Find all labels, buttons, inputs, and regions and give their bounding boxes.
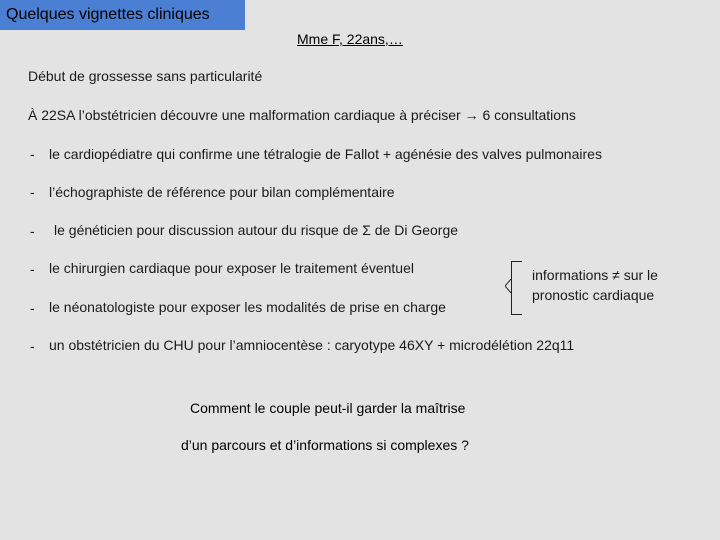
bullet-marker: - bbox=[30, 184, 35, 200]
closing-question-line-2: d’un parcours et d’informations si complexes ? bbox=[181, 437, 469, 453]
bracket-note: informations ≠ sur le pronostic cardiaque bbox=[532, 267, 658, 303]
bullet-marker: - bbox=[30, 300, 35, 316]
bullet-marker: - bbox=[30, 146, 35, 162]
list-item-obstetricien-chu: un obstétricien du CHU pour l’amniocentèse : caryotype 46XY + microdélétion 22q11 bbox=[49, 337, 575, 353]
intro-line-2: À 22SA l’obstétricien découvre une malformation cardiaque à préciser → 6 consultations bbox=[28, 107, 576, 123]
slide-title-box bbox=[0, 0, 245, 30]
intro-line-1: Début de grossesse sans particularité bbox=[28, 68, 263, 84]
list-item-geneticien: le généticien pour discussion autour du risque de Σ de Di George bbox=[54, 222, 459, 238]
case-subtitle: Mme F, 22ans,… bbox=[297, 31, 403, 47]
bracket-point bbox=[505, 279, 517, 293]
list-item-chirurgien: le chirurgien cardiaque pour exposer le traitement éventuel bbox=[49, 260, 414, 276]
bullet-marker: - bbox=[30, 261, 35, 277]
list-item-neonatologiste: le néonatologiste pour exposer les modalités de prise en charge bbox=[49, 299, 446, 315]
list-item-cardiopediatre: le cardiopédiatre qui confirme une tétralogie de Fallot + agénésie des valves pulmonaires bbox=[49, 146, 602, 162]
list-item-echographiste: l’échographiste de référence pour bilan complémentaire bbox=[49, 184, 395, 200]
bullet-marker: - bbox=[30, 223, 35, 239]
bullet-marker: - bbox=[30, 338, 35, 354]
slide-title: Quelques vignettes cliniques bbox=[6, 6, 210, 23]
closing-question-line-1: Comment le couple peut-il garder la maîtrise bbox=[190, 400, 466, 416]
